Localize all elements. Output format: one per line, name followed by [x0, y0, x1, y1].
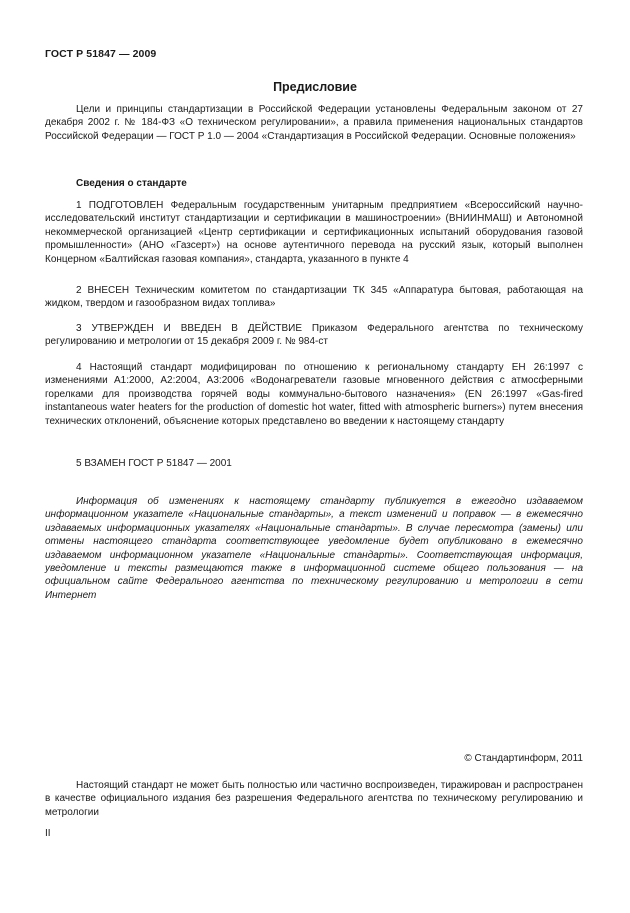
- page-number: II: [45, 828, 51, 839]
- section-heading: Сведения о стандарте: [76, 178, 187, 189]
- page-title: Предисловие: [273, 80, 357, 94]
- item-4-paragraph: 4 Настоящий стандарт модифицирован по отношению к региональному стандарту ЕН 26:1997 с изменениями А1:2000, А2:2004, А3:2006 «Водонагреватели газовые мгновенного действия с атмосферными горелками для производства горячей воды коммунально-бытового назначения» (EN 26:1997 «Gas-fired instantaneous water heaters for the production of domestic hot water, fitted with atmospheric burners») путем внесения технических отклонений, объяснение которых представлено во введении к настоящему стандарту: [45, 362, 583, 427]
- reproduction-paragraph: Настоящий стандарт не может быть полностью или частично воспроизведен, тиражирован и распространен в качестве официального издания без разрешения Федерального агентства по техническому регулированию и метрологии: [45, 780, 583, 818]
- document-code-header: ГОСТ Р 51847 — 2009: [45, 48, 157, 60]
- item-2-paragraph: 2 ВНЕСЕН Техническим комитетом по стандартизации ТК 345 «Аппаратура бытовая, работающая на жидком, твердом и газообразном видах топлива»: [45, 285, 583, 310]
- intro-paragraph: Цели и принципы стандартизации в Российской Федерации установлены Федеральным законом от 27 декабря 2002 г. № 184-ФЗ «О техническом регулировании», а правила применения национальных стандартов Российской Федерации — ГОСТ Р 1.0 — 2004 «Стандартизация в Российской Федерации. Основные положения»: [45, 104, 583, 142]
- item-1-paragraph: 1 ПОДГОТОВЛЕН Федеральным государственным унитарным предприятием «Всероссийский научно-исследовательский институт стандартизации и сертификации в машиностроении» (ВНИИНМАШ) и Автономной некоммерческой организацией «Центр сертификации и сертификационных испытаний оборудования газовой промышленности» (АНО «Газсерт») на основе аутентичного перевода на русский язык, который выполнен Концерном «Балтийская газовая компания», стандарта, указанного в пункте 4: [45, 200, 583, 265]
- copyright-line: © Стандартинформ, 2011: [464, 753, 583, 764]
- item-5-paragraph: 5 ВЗАМЕН ГОСТ Р 51847 — 2001: [76, 458, 232, 469]
- notice-paragraph: Информация об изменениях к настоящему стандарту публикуется в ежегодно издаваемом информационном указателе «Национальные стандарты», а текст изменений и поправок — в ежемесячно издаваемых информационных указателях «Национальные стандарты». В случае пересмотра (замены) или отмены настоящего стандарта соответствующее уведомление будет опубликовано в ежемесячно издаваемом информационном указателе «Национальные стандарты». Соответствующая информация, уведомление и тексты размещаются также в информационной системе общего пользования — на официальном сайте Федерального агентства по техническому регулированию и метрологии в сети Интернет: [45, 496, 583, 601]
- item-3-paragraph: 3 УТВЕРЖДЕН И ВВЕДЕН В ДЕЙСТВИЕ Приказом Федерального агентства по техническому регулированию и метрологии от 15 декабря 2009 г. № 984-ст: [45, 323, 583, 348]
